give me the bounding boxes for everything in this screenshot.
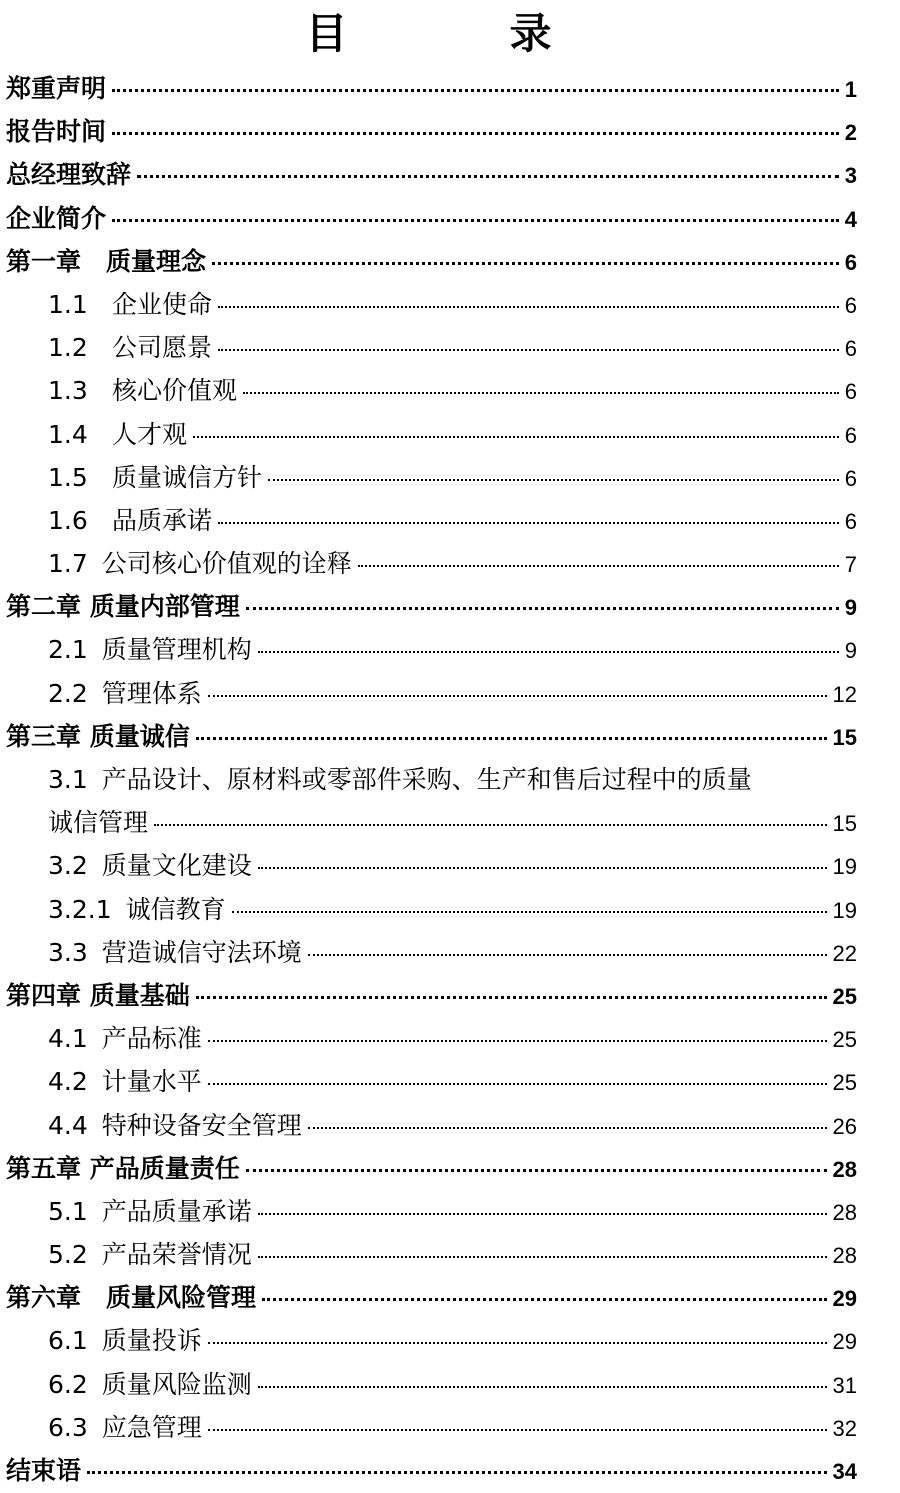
dot-leader [308, 1127, 827, 1129]
toc-page-number: 6 [844, 249, 857, 275]
toc-entry-3-1[interactable] [0, 758, 857, 801]
toc-page-number: 34 [832, 1459, 857, 1484]
dot-leader [212, 262, 839, 265]
dot-leader [112, 219, 839, 222]
dot-leader [232, 911, 827, 913]
toc-entry-chapter-5[interactable] [0, 1147, 857, 1190]
toc-entry-label: 第三章 质量诚信 [6, 721, 190, 751]
toc-entry-4-2[interactable] [0, 1060, 857, 1103]
page-title: 目 录 [305, 9, 612, 58]
toc-page-number: 22 [832, 940, 857, 966]
toc-entry-3-3[interactable] [0, 931, 857, 974]
toc-entry-6-2[interactable] [0, 1363, 857, 1406]
table-of-contents [0, 67, 857, 1492]
toc-section-number: 5.1 [48, 1196, 88, 1226]
dot-leader [218, 522, 839, 524]
toc-entry-chapter-2[interactable] [0, 585, 857, 628]
toc-section-number: 1.7 [48, 549, 88, 579]
toc-entry-4-1[interactable] [0, 1017, 857, 1060]
toc-section-number: 3.3 [48, 937, 88, 967]
toc-page-number: 6 [844, 379, 857, 405]
toc-entry-1-2[interactable] [0, 326, 857, 369]
toc-entry-label: 品质承诺 [112, 505, 213, 535]
dot-leader [154, 824, 827, 826]
toc-page-number: 25 [832, 1027, 857, 1053]
toc-section-number: 6.2 [48, 1369, 88, 1399]
toc-section-number: 1.3 [48, 376, 88, 406]
dot-leader [246, 1169, 827, 1172]
toc-entry-gm-address[interactable] [0, 153, 857, 196]
toc-page-number: 6 [844, 336, 857, 362]
toc-entry-label: 核心价值观 [112, 376, 238, 406]
toc-entry-1-7[interactable] [0, 542, 857, 585]
toc-entry-label: 公司愿景 [112, 333, 213, 363]
toc-section-number: 3.1 [48, 765, 88, 794]
toc-section-number: 4.2 [48, 1067, 88, 1097]
dot-leader [208, 1429, 827, 1431]
toc-page-number: 15 [832, 724, 857, 750]
toc-entry-label: 质量投诉 [101, 1326, 202, 1356]
dot-leader [196, 996, 827, 999]
dot-leader [208, 1040, 827, 1042]
dot-leader [208, 1083, 827, 1085]
toc-entry-label: 产品质量承诺 [101, 1196, 252, 1226]
dot-leader [258, 1386, 827, 1388]
toc-page-number: 28 [832, 1156, 857, 1182]
dot-leader [193, 436, 839, 438]
toc-section-number: 5.2 [48, 1240, 88, 1270]
toc-entry-label: 第四章 质量基础 [6, 980, 190, 1010]
toc-entry-label: 企业简介 [6, 203, 107, 233]
toc-entry-label: 第一章 质量理念 [6, 246, 207, 276]
toc-page-number: 4 [844, 206, 857, 232]
toc-entry-label: 诚信管理 [48, 808, 149, 838]
dot-leader [268, 479, 839, 481]
toc-section-number: 3.2.1 [48, 894, 112, 924]
toc-page-number: 9 [844, 595, 857, 621]
toc-entry-label: 产品标准 [101, 1024, 202, 1054]
toc-section-number: 1.4 [48, 419, 88, 449]
toc-entry-label: 质量文化建设 [101, 851, 252, 881]
toc-entry-label: 第二章 质量内部管理 [6, 592, 240, 622]
toc-page-number: 1 [844, 77, 857, 102]
dot-leader [258, 1213, 827, 1215]
toc-entry-label: 公司核心价值观的诠释 [101, 549, 352, 579]
toc-entry-label: 管理体系 [101, 678, 202, 708]
dot-leader [218, 349, 839, 351]
toc-entry-label: 人才观 [112, 419, 188, 449]
toc-page-number: 29 [832, 1329, 857, 1355]
toc-entry-6-1[interactable] [0, 1319, 857, 1362]
dot-leader [87, 1471, 827, 1474]
toc-page-number: 15 [832, 811, 857, 837]
toc-page-number: 28 [832, 1243, 857, 1269]
toc-entry-2-2[interactable] [0, 672, 857, 715]
toc-section-number: 4.1 [48, 1024, 88, 1054]
toc-page-number: 6 [844, 422, 857, 448]
toc-entry-label: 第六章 质量风险管理 [6, 1283, 257, 1313]
toc-section-number: 1.6 [48, 505, 88, 535]
toc-page-number: 6 [844, 465, 857, 491]
toc-page-number: 6 [844, 292, 857, 318]
toc-entry-3-2-1[interactable] [0, 888, 857, 931]
toc-entry-chapter-1[interactable] [0, 240, 857, 283]
toc-section-number: 6.1 [48, 1326, 88, 1356]
toc-entry-label: 质量风险监测 [101, 1369, 252, 1399]
toc-entry-6-3[interactable] [0, 1406, 857, 1449]
dot-leader [112, 89, 839, 92]
toc-entry-3-2[interactable] [0, 844, 857, 887]
toc-entry-statement[interactable] [0, 67, 857, 110]
dot-leader [112, 132, 839, 135]
toc-entry-label: 产品设计、原材料或零部件采购、生产和售后过程中的质量 [101, 765, 752, 794]
toc-entry-4-4[interactable] [0, 1104, 857, 1147]
dot-leader [208, 1342, 827, 1344]
toc-entry-label: 质量管理机构 [101, 635, 252, 665]
dot-leader [246, 607, 839, 610]
toc-entry-label: 第五章 产品质量责任 [6, 1153, 240, 1183]
toc-section-number: 1.5 [48, 462, 88, 492]
toc-entry-label: 质量诚信方针 [112, 462, 263, 492]
toc-entry-1-1[interactable] [0, 283, 857, 326]
toc-section-number: 1.2 [48, 333, 88, 363]
toc-entry-2-1[interactable] [0, 628, 857, 671]
toc-section-number: 3.2 [48, 851, 88, 881]
dot-leader [258, 867, 827, 869]
toc-entry-1-3[interactable] [0, 369, 857, 412]
toc-entry-chapter-4[interactable] [0, 974, 857, 1017]
toc-entry-3-1-continued[interactable] [0, 801, 857, 844]
toc-page-number: 29 [832, 1286, 857, 1312]
dot-leader [258, 1256, 827, 1258]
toc-page-number: 19 [832, 854, 857, 880]
dot-leader [358, 565, 839, 567]
toc-entry-1-6[interactable] [0, 499, 857, 542]
toc-entry-report-period[interactable] [0, 110, 857, 153]
dot-leader [243, 392, 839, 394]
toc-entry-label: 结束语 [6, 1456, 82, 1485]
dot-leader [218, 306, 839, 308]
toc-entry-company-profile[interactable] [0, 197, 857, 240]
toc-entry-closing-remarks[interactable] [0, 1449, 857, 1492]
toc-page-number: 9 [844, 638, 857, 664]
dot-leader [308, 954, 827, 956]
toc-entry-label: 总经理致辞 [6, 160, 132, 190]
toc-entry-chapter-3[interactable] [0, 715, 857, 758]
dot-leader [208, 695, 827, 697]
dot-leader [258, 651, 839, 653]
toc-page-number: 32 [832, 1415, 857, 1441]
toc-section-number: 6.3 [48, 1412, 88, 1442]
toc-entry-label: 应急管理 [101, 1412, 202, 1442]
toc-page-number: 3 [844, 163, 857, 189]
toc-section-number: 1.1 [48, 289, 88, 319]
toc-page-number: 28 [832, 1199, 857, 1225]
dot-leader [137, 175, 839, 178]
toc-entry-5-2[interactable] [0, 1233, 857, 1276]
toc-entry-label: 企业使命 [112, 289, 213, 319]
toc-page-number: 25 [832, 1070, 857, 1096]
toc-entry-chapter-6[interactable] [0, 1276, 857, 1319]
toc-entry-label: 报告时间 [6, 117, 107, 147]
toc-page-number: 7 [844, 552, 857, 578]
toc-section-number: 2.2 [48, 678, 88, 708]
toc-page-number: 2 [844, 120, 857, 146]
toc-page-number: 26 [832, 1113, 857, 1139]
toc-entry-5-1[interactable] [0, 1190, 857, 1233]
toc-entry-label: 营造诚信守法环境 [101, 937, 302, 967]
toc-page-number: 31 [832, 1372, 857, 1398]
toc-page-number: 19 [832, 897, 857, 923]
toc-entry-label: 特种设备安全管理 [101, 1110, 302, 1140]
toc-entry-label: 郑重声明 [6, 74, 107, 103]
toc-entry-label: 计量水平 [101, 1067, 202, 1097]
toc-entry-label: 诚信教育 [125, 894, 226, 924]
dot-leader [196, 737, 827, 740]
toc-entry-1-4[interactable] [0, 413, 857, 456]
toc-section-number: 4.4 [48, 1110, 88, 1140]
toc-entry-1-5[interactable] [0, 456, 857, 499]
toc-entry-label: 产品荣誉情况 [101, 1240, 252, 1270]
toc-page-number: 12 [832, 681, 857, 707]
toc-page-number: 6 [844, 508, 857, 534]
toc-page-number: 25 [832, 983, 857, 1009]
toc-section-number: 2.1 [48, 635, 88, 665]
dot-leader [262, 1298, 827, 1301]
